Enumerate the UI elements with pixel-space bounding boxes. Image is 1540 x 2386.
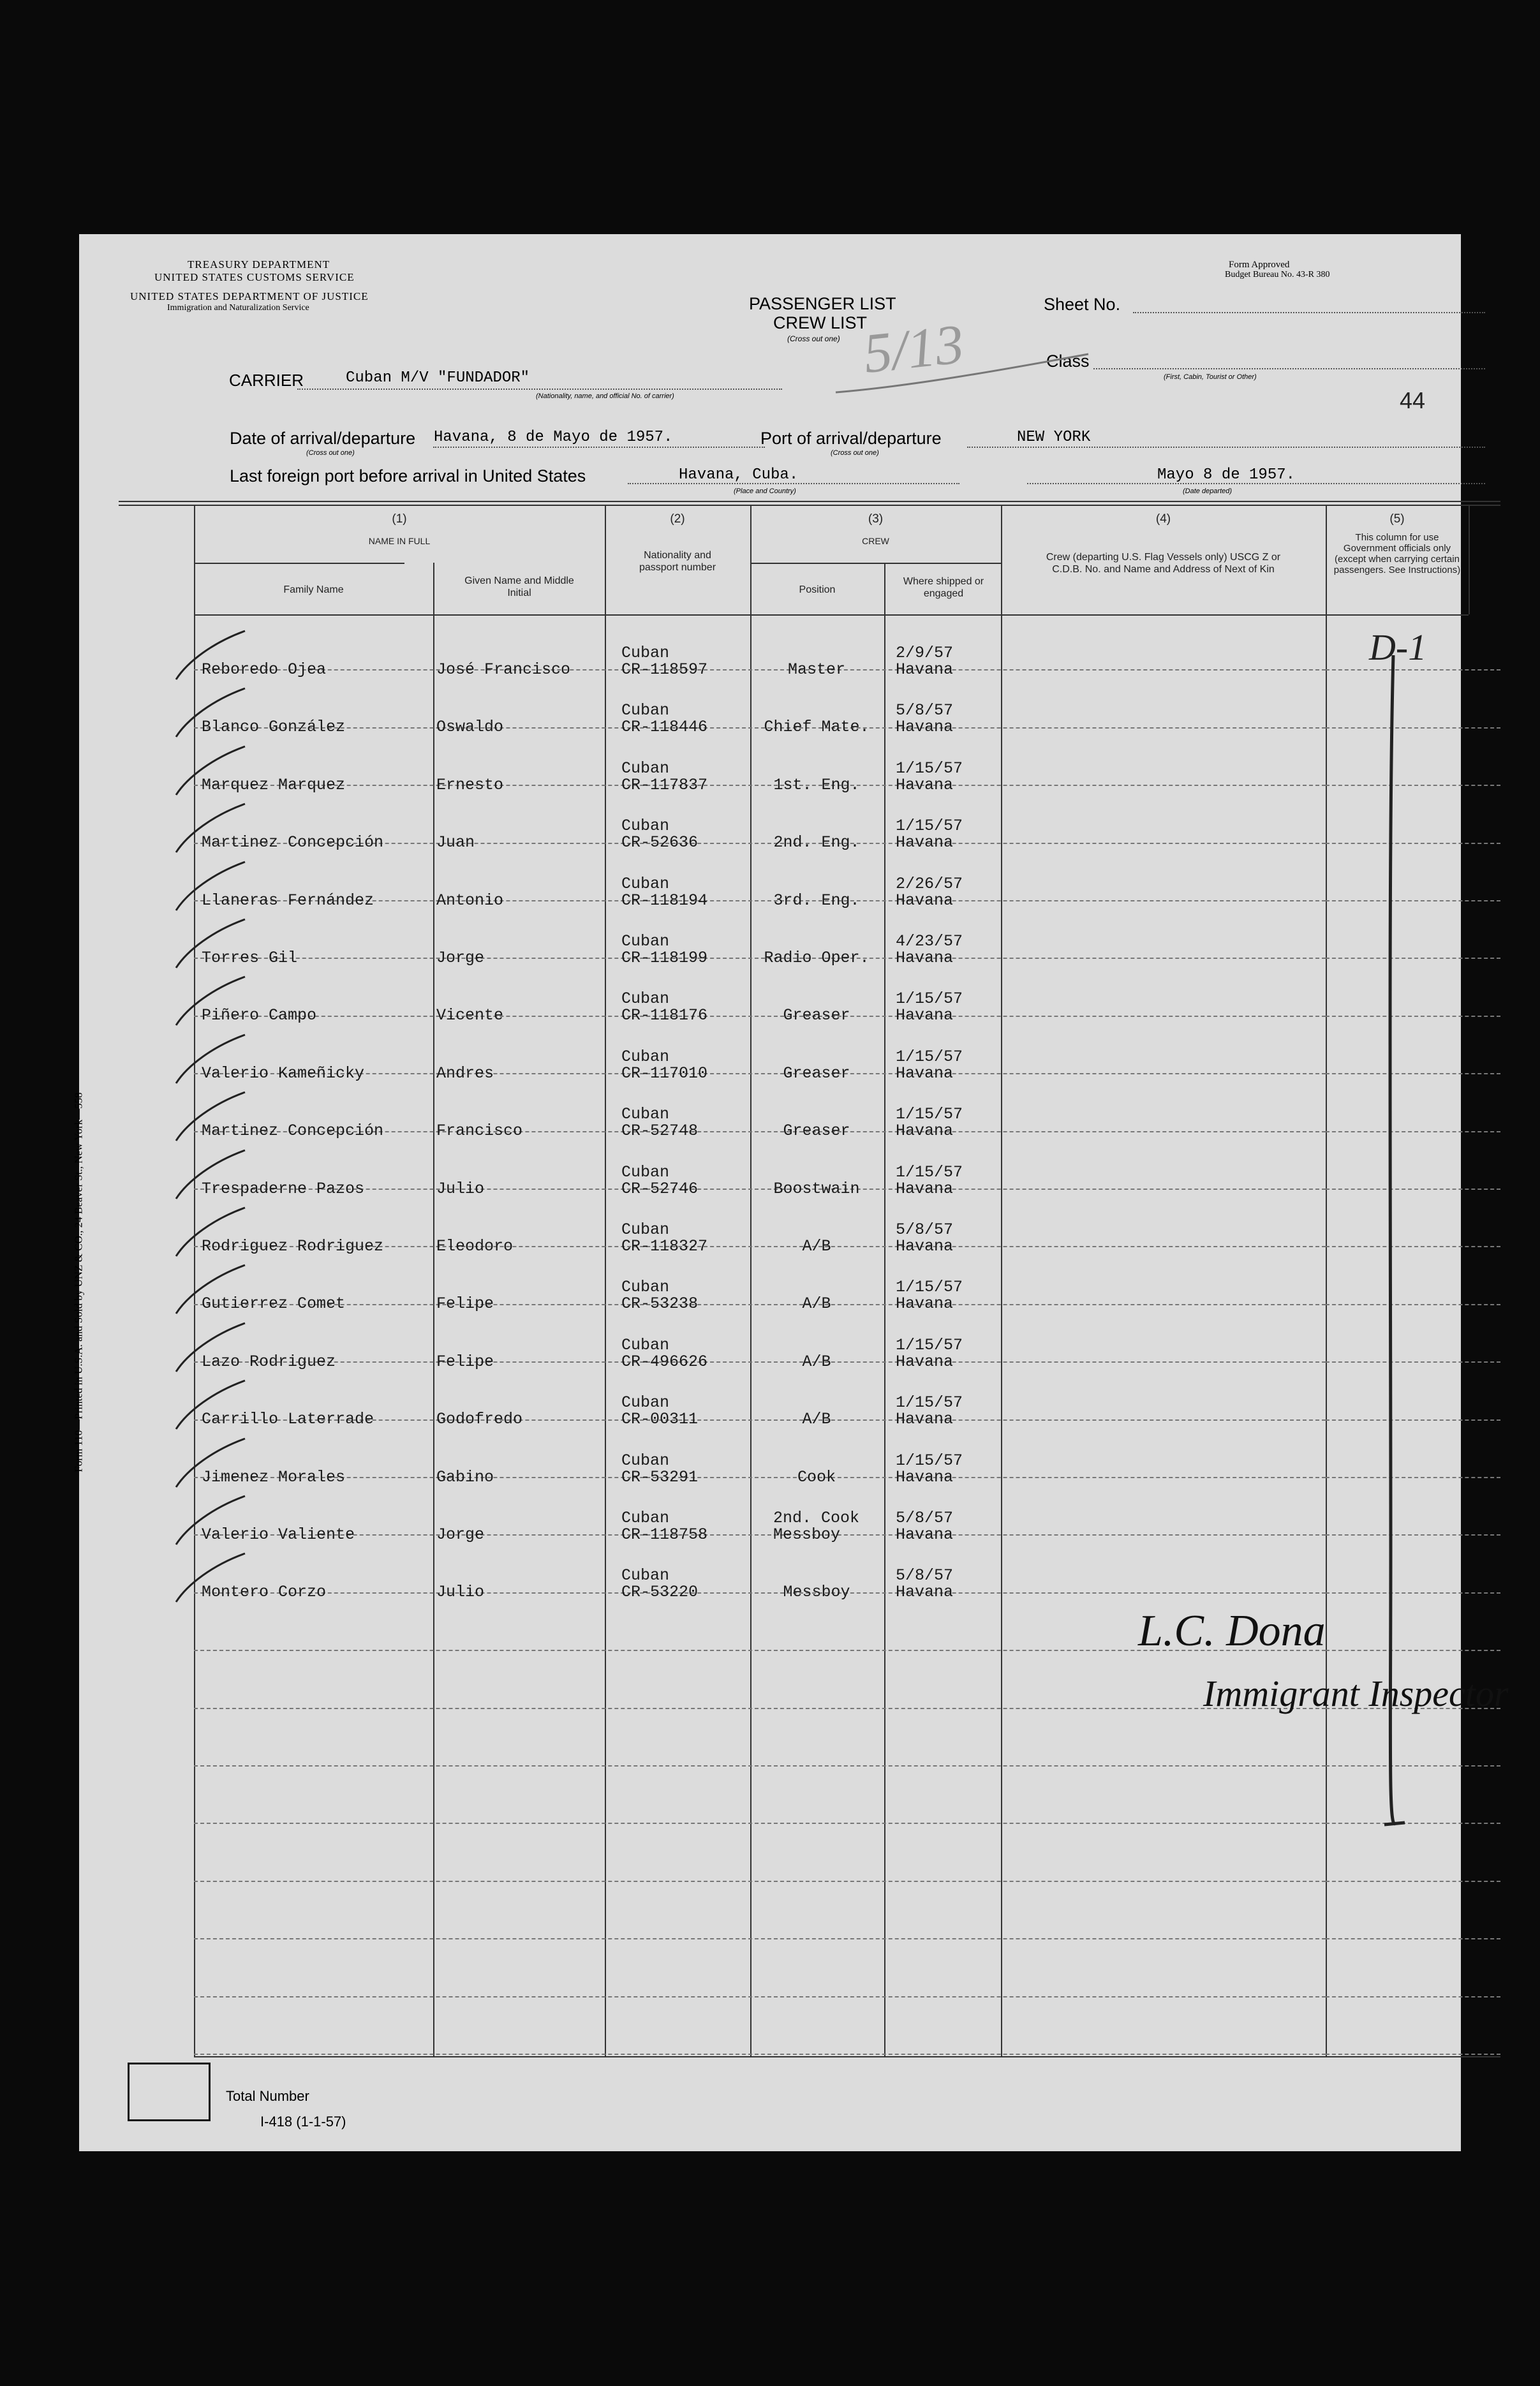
shipped-date: 2/26/57 — [896, 874, 963, 893]
row-rule-col5 — [1326, 1304, 1500, 1305]
family-name: Torres Gil — [202, 949, 298, 967]
nationality: Cuban — [621, 1278, 670, 1297]
check-mark-icon — [175, 1379, 251, 1437]
position: Chief Mate. — [764, 718, 870, 737]
shipped-date: 4/23/57 — [896, 932, 963, 951]
given-name: Godofredo — [436, 1410, 523, 1429]
sheet-label: Sheet No. — [1044, 295, 1121, 314]
nationality: Cuban — [621, 989, 670, 1009]
form-approved: Form Approved — [1229, 260, 1290, 270]
col2-number: (2) — [670, 512, 685, 526]
row-rule-col5 — [1326, 1016, 1500, 1017]
col5-bracket-line — [1382, 655, 1407, 1906]
shipped-place: Havana — [896, 833, 954, 852]
col3-number: (3) — [868, 512, 884, 526]
row-rule-col5 — [1326, 1246, 1500, 1247]
row-rule-col5 — [1326, 1361, 1500, 1363]
row-rule-col5 — [1326, 1996, 1500, 1997]
row-rule-col5 — [1326, 1881, 1500, 1882]
check-mark-icon — [175, 1552, 251, 1610]
nationality: Cuban — [621, 817, 670, 836]
total-number-box — [128, 2063, 211, 2121]
passport-number: CR-118758 — [621, 1525, 708, 1544]
passport-number: CR-52636 — [621, 833, 699, 852]
check-mark-icon — [175, 1322, 251, 1379]
given-name: Gabino — [436, 1467, 494, 1486]
family-name: Carrillo Laterrade — [202, 1410, 374, 1429]
row-rule — [194, 1881, 1326, 1882]
crew-header-divider — [750, 563, 1001, 564]
row-rule — [194, 727, 1326, 729]
shipped-place: Havana — [896, 660, 954, 679]
row-rule-col5 — [1326, 1419, 1500, 1421]
position-line-2: Messboy — [773, 1525, 841, 1544]
row-rule — [194, 1304, 1326, 1305]
table-bottom-rule — [194, 2056, 1500, 2057]
family-name: Rodriguez Rodriguez — [202, 1237, 384, 1256]
title-crew-list: CREW LIST — [773, 313, 868, 332]
given-name: Vicente — [436, 1006, 504, 1025]
family-name: Montero Corzo — [202, 1583, 327, 1602]
given-name: Oswaldo — [436, 718, 504, 737]
nationality: Cuban — [621, 1105, 670, 1124]
position: 2nd. Eng. — [773, 833, 860, 852]
family-name: Valerio Kameñicky — [202, 1063, 365, 1083]
nationality: Cuban — [621, 1047, 670, 1066]
class-label: Class — [1046, 352, 1090, 371]
arrival-note: (Cross out one) — [306, 449, 355, 457]
row-rule — [194, 1534, 1326, 1536]
shipped-date: 1/15/57 — [896, 759, 963, 778]
row-rule-col5 — [1326, 900, 1500, 901]
shipped-place: Havana — [896, 1583, 954, 1602]
family-name: Valerio Valiente — [202, 1525, 355, 1544]
passport-number: CR-00311 — [621, 1410, 699, 1429]
pencil-stroke — [836, 348, 1091, 399]
nationality: Cuban — [621, 1393, 670, 1412]
row-rule-col5 — [1326, 1073, 1500, 1074]
check-mark-icon — [175, 975, 251, 1033]
col4-number: (4) — [1155, 512, 1171, 526]
row-rule — [194, 785, 1326, 786]
row-rule — [194, 1708, 1326, 1709]
nationality: Cuban — [621, 759, 670, 778]
given-name: Antonio — [436, 891, 504, 910]
row-rule-col5 — [1326, 669, 1500, 671]
shipped-place: Havana — [896, 1122, 954, 1141]
check-mark-icon — [175, 1206, 251, 1264]
handwritten-date: 5/13 — [861, 313, 967, 385]
col1-number: (1) — [392, 512, 407, 526]
family-name: Piñero Campo — [202, 1006, 317, 1025]
position: A/B — [802, 1294, 831, 1314]
passport-number: CR-117010 — [621, 1063, 708, 1083]
family-name: Llaneras Fernández — [202, 891, 374, 910]
position: 3rd. Eng. — [773, 891, 860, 910]
given-name: Jorge — [436, 949, 485, 967]
col5-label: This column for use Government officials only (except when carrying certain passengers. See Instructions) — [1333, 532, 1461, 575]
check-mark-icon — [175, 1264, 251, 1321]
nationality: Cuban — [621, 1451, 670, 1470]
port-field — [967, 447, 1485, 448]
shipped-place: Havana — [896, 1410, 954, 1429]
row-rule — [194, 1361, 1326, 1363]
row-rule-col5 — [1326, 1189, 1500, 1190]
header-bottom-rule — [194, 614, 1469, 616]
given-name: Ernesto — [436, 775, 504, 794]
col-where-shipped: Where shipped or engaged — [903, 576, 984, 599]
given-name: Julio — [436, 1583, 485, 1602]
family-name: Trespaderne Pazos — [202, 1179, 365, 1198]
row-rule-col5 — [1326, 1938, 1500, 1939]
agency-line-3: UNITED STATES DEPARTMENT OF JUSTICE — [130, 290, 369, 302]
class-field — [1093, 368, 1485, 369]
carrier-field — [297, 389, 782, 390]
nationality: Cuban — [621, 932, 670, 951]
row-rule-col5 — [1326, 785, 1500, 786]
check-mark-icon — [175, 745, 251, 803]
nationality: Cuban — [621, 1509, 670, 1527]
row-rule-col5 — [1326, 843, 1500, 844]
carrier-value: Cuban M/V "FUNDADOR" — [346, 369, 530, 387]
row-rule — [194, 1996, 1326, 1997]
date-departed-note: (Date departed) — [1183, 487, 1233, 495]
row-rule — [194, 1938, 1326, 1939]
col5-annotation: D-1 — [1369, 626, 1427, 668]
title-note: (Cross out one) — [787, 334, 840, 343]
shipped-date: 1/15/57 — [896, 1047, 963, 1066]
passport-number: CR-496626 — [621, 1352, 708, 1371]
shipped-place: Havana — [896, 1006, 954, 1025]
given-name: Juan — [436, 833, 475, 852]
col5-number: (5) — [1389, 512, 1405, 526]
check-mark-icon — [175, 1495, 251, 1552]
port-label: Port of arrival/departure — [760, 429, 942, 448]
given-name: Felipe — [436, 1294, 494, 1314]
nationality: Cuban — [621, 1566, 670, 1585]
col-border-right — [1469, 505, 1470, 614]
passport-number: CR-53220 — [621, 1583, 699, 1602]
nationality: Cuban — [621, 1162, 670, 1182]
row-rule-col5 — [1326, 1534, 1500, 1536]
row-rule-col5 — [1326, 958, 1500, 959]
shipped-date: 5/8/57 — [896, 701, 954, 720]
col3-label: CREW — [862, 536, 889, 546]
check-mark-icon — [175, 1149, 251, 1206]
given-name: Eleodoro — [436, 1237, 514, 1256]
family-name: Reboredo Ojea — [202, 660, 327, 679]
position: Greaser — [783, 1063, 850, 1083]
check-mark-icon — [175, 630, 251, 687]
shipped-place: Havana — [896, 1352, 954, 1371]
table-top-rule — [119, 501, 1500, 502]
family-name: Marquez Marquez — [202, 775, 346, 794]
check-mark-icon — [175, 861, 251, 918]
shipped-place: Havana — [896, 949, 954, 967]
col-position: Position — [799, 584, 836, 595]
nationality: Cuban — [621, 1335, 670, 1354]
row-rule-col5 — [1326, 1823, 1500, 1824]
date-departed-value: Mayo 8 de 1957. — [1157, 466, 1296, 484]
given-name: Francisco — [436, 1122, 523, 1141]
nationality: Cuban — [621, 701, 670, 720]
row-rule — [194, 958, 1326, 959]
position: Greaser — [783, 1122, 850, 1141]
row-rule-col5 — [1326, 1650, 1500, 1651]
position: 1st. Eng. — [773, 775, 860, 794]
shipped-date: 5/8/57 — [896, 1220, 954, 1239]
shipped-place: Havana — [896, 1467, 954, 1486]
col4-label: Crew (departing U.S. Flag Vessels only) USCG Z or C.D.B. No. and Name and Address of Next of Kin — [1046, 552, 1281, 575]
col2-label: Nationality and passport number — [639, 550, 716, 573]
row-rule — [194, 669, 1326, 671]
passport-number: CR-118327 — [621, 1237, 708, 1256]
shipped-place: Havana — [896, 1063, 954, 1083]
arrival-field — [433, 447, 765, 448]
shipped-date: 1/15/57 — [896, 1278, 963, 1297]
row-rule — [194, 1592, 1326, 1594]
carrier-note: (Nationality, name, and official No. of carrier) — [536, 392, 674, 400]
passport-number: CR-118176 — [621, 1006, 708, 1025]
family-name: Lazo Rodriguez — [202, 1352, 336, 1371]
given-name: Andres — [436, 1063, 494, 1083]
position: A/B — [802, 1237, 831, 1256]
last-port-note: (Place and Country) — [734, 487, 796, 495]
header-divider — [194, 563, 404, 564]
given-name: Jorge — [436, 1525, 485, 1544]
shipped-place: Havana — [896, 1179, 954, 1198]
nationality: Cuban — [621, 644, 670, 662]
last-port-value: Havana, Cuba. — [679, 466, 799, 484]
col-border-given — [433, 563, 434, 2056]
position: A/B — [802, 1410, 831, 1429]
row-rule-col5 — [1326, 1592, 1500, 1594]
row-rule — [194, 1016, 1326, 1017]
check-mark-icon — [175, 803, 251, 860]
col-border-where — [884, 563, 885, 2056]
family-name: Martinez Concepción — [202, 1122, 384, 1141]
family-name: Gutierrez Comet — [202, 1294, 346, 1314]
shipped-date: 1/15/57 — [896, 1451, 963, 1470]
passport-number: CR-118194 — [621, 891, 708, 910]
col-family-name: Family Name — [283, 584, 344, 595]
last-port-label: Last foreign port before arrival in United States — [230, 466, 586, 485]
budget-bureau: Budget Bureau No. 43-R 380 — [1225, 270, 1330, 279]
row-rule-col5 — [1326, 1477, 1500, 1478]
family-name: Blanco González — [202, 718, 346, 737]
sheet-field — [1133, 312, 1485, 313]
family-name: Martinez Concepción — [202, 833, 384, 852]
shipped-date: 1/15/57 — [896, 1393, 963, 1412]
passport-number: CR-117837 — [621, 775, 708, 794]
shipped-place: Havana — [896, 1237, 954, 1256]
check-mark-icon — [175, 918, 251, 975]
nationality: Cuban — [621, 1220, 670, 1239]
row-rule-col5 — [1326, 727, 1500, 729]
shipped-place: Havana — [896, 1294, 954, 1314]
shipped-date: 2/9/57 — [896, 644, 954, 662]
passport-number: CR-52746 — [621, 1179, 699, 1198]
row-rule-col5 — [1326, 2054, 1500, 2055]
carrier-label: CARRIER — [229, 371, 304, 390]
form-number: I-418 (1-1-57) — [260, 2114, 346, 2130]
passport-number: CR-118446 — [621, 718, 708, 737]
position: Messboy — [783, 1583, 850, 1602]
shipped-date: 5/8/57 — [896, 1566, 954, 1585]
passport-number: CR-53291 — [621, 1467, 699, 1486]
shipped-place: Havana — [896, 1525, 954, 1544]
check-mark-icon — [175, 1034, 251, 1091]
port-note: (Cross out one) — [831, 449, 879, 457]
shipped-date: 1/15/57 — [896, 1162, 963, 1182]
side-printer-text: Form 110—Printed in U.S.A. and Sold by UNZ & CO., 24 Beaver St., New York—558 — [72, 1092, 85, 1472]
document-page — [72, 234, 1509, 2151]
agency-line-1: TREASURY DEPARTMENT — [188, 258, 330, 270]
agency-line-4: Immigration and Naturalization Service — [167, 303, 309, 313]
row-rule — [194, 2054, 1326, 2055]
port-value: NEW YORK — [1017, 429, 1091, 446]
arrival-value: Havana, 8 de Mayo de 1957. — [434, 429, 673, 446]
check-mark-icon — [175, 1091, 251, 1148]
shipped-place: Havana — [896, 775, 954, 794]
col-given-name: Given Name and Middle Initial — [464, 575, 574, 598]
arrival-label: Date of arrival/departure — [230, 429, 416, 448]
signature-title: Immigrant Inspector — [1203, 1673, 1509, 1714]
signature-name: L.C. Dona — [1138, 1606, 1326, 1656]
check-mark-icon — [175, 1437, 251, 1495]
nationality: Cuban — [621, 874, 670, 893]
position: Master — [787, 660, 845, 679]
given-name: Julio — [436, 1179, 485, 1198]
passport-number: CR-52748 — [621, 1122, 699, 1141]
table-top-rule-2 — [119, 505, 1500, 506]
page-number: 44 — [1400, 387, 1426, 413]
row-rule-col5 — [1326, 1131, 1500, 1132]
check-mark-icon — [175, 687, 251, 745]
position: Boostwain — [773, 1179, 860, 1198]
class-note: (First, Cabin, Tourist or Other) — [1164, 373, 1257, 381]
family-name: Jimenez Morales — [202, 1467, 346, 1486]
position: Radio Oper. — [764, 949, 870, 967]
position: A/B — [802, 1352, 831, 1371]
col1-label: NAME IN FULL — [368, 536, 431, 546]
row-rule — [194, 1477, 1326, 1478]
shipped-place: Havana — [896, 891, 954, 910]
row-rule — [194, 1765, 1326, 1767]
row-rule-col5 — [1326, 1765, 1500, 1767]
shipped-date: 1/15/57 — [896, 1105, 963, 1124]
title-passenger-list: PASSENGER LIST — [749, 294, 896, 313]
shipped-date: 1/15/57 — [896, 1335, 963, 1354]
passport-number: CR-53238 — [621, 1294, 699, 1314]
shipped-place: Havana — [896, 718, 954, 737]
shipped-date: 1/15/57 — [896, 989, 963, 1009]
shipped-date: 1/15/57 — [896, 817, 963, 836]
passport-number: CR-118597 — [621, 660, 708, 679]
row-rule — [194, 1823, 1326, 1824]
position: 2nd. Cook — [773, 1509, 860, 1527]
passport-number: CR-118199 — [621, 949, 708, 967]
given-name: Felipe — [436, 1352, 494, 1371]
position: Greaser — [783, 1006, 850, 1025]
total-number-label: Total Number — [226, 2088, 309, 2104]
position: Cook — [797, 1467, 836, 1486]
shipped-date: 5/8/57 — [896, 1509, 954, 1527]
agency-line-2: UNITED STATES CUSTOMS SERVICE — [154, 271, 355, 283]
given-name: José Francisco — [436, 660, 571, 679]
